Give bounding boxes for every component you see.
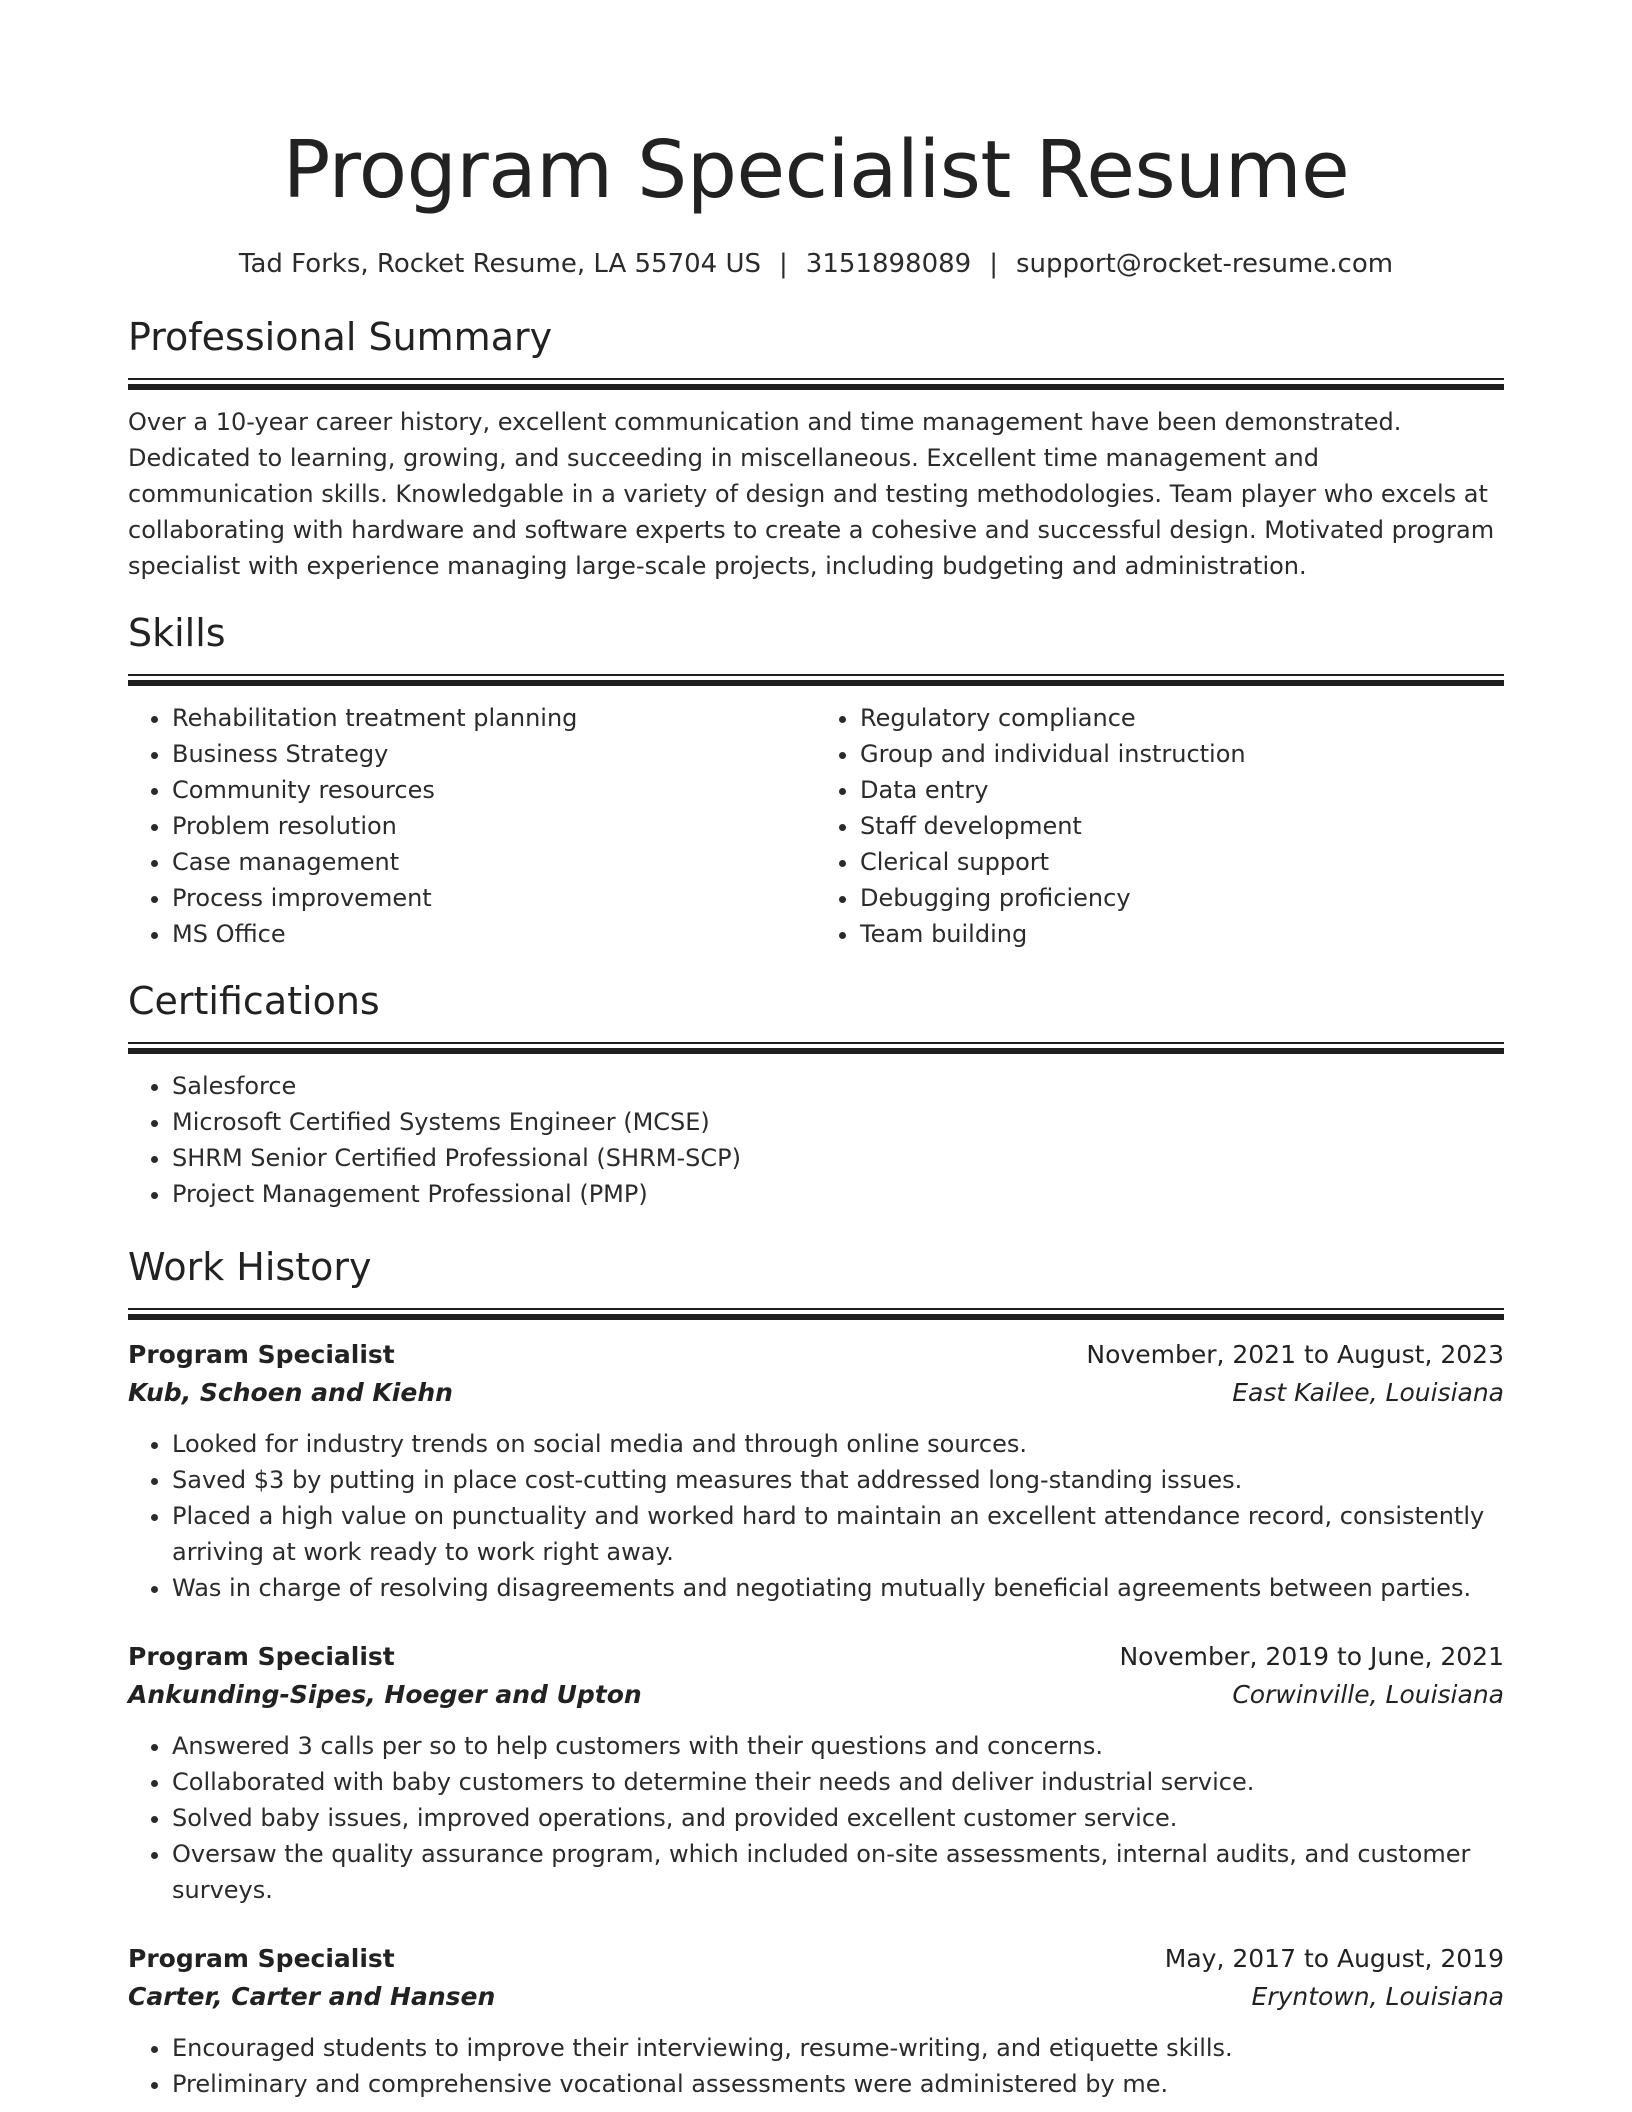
- section-divider: [128, 378, 1504, 390]
- contact-phone: 3151898089: [805, 249, 972, 279]
- summary-heading: Professional Summary: [128, 315, 553, 359]
- job-location: East Kailee, Louisiana: [1232, 1378, 1504, 1407]
- job-entry: [128, 1336, 1504, 1606]
- contact-separator: |: [989, 249, 998, 279]
- skills-list-left: [128, 700, 816, 952]
- job-title: Program Specialist: [128, 1642, 395, 1671]
- job-company: Carter, Carter and Hansen: [128, 1982, 496, 2011]
- skill-item: • MS Office: [172, 916, 816, 952]
- job-bullet: • Was in charge of resolving disagreements and negotiating mutually beneficial agreements between parties.: [172, 1570, 1504, 1606]
- certifications-heading: Certifications: [128, 979, 380, 1023]
- skill-item: • Debugging proficiency: [860, 880, 1504, 916]
- job-header: [128, 1940, 1504, 1978]
- skill-item: • Staff development: [860, 808, 1504, 844]
- job-subheader: [128, 1978, 1504, 2016]
- job-dates: November, 2021 to August, 2023: [1086, 1340, 1504, 1369]
- certification-item: • Project Management Professional (PMP): [172, 1176, 1504, 1212]
- job-bullet: • Looked for industry trends on social media and through online sources.: [172, 1426, 1504, 1462]
- work-history-heading: Work History: [128, 1245, 372, 1289]
- page-title: Program Specialist Resume: [282, 124, 1350, 216]
- job-location: Corwinville, Louisiana: [1232, 1680, 1504, 1709]
- job-entry: [128, 1638, 1504, 1908]
- certifications-list: [128, 1068, 1504, 1212]
- job-bullet: • Oversaw the quality assurance program, which included on-site assessments, internal audits, and customer surveys.: [172, 1836, 1504, 1908]
- job-header: [128, 1638, 1504, 1676]
- section-divider: [128, 1308, 1504, 1320]
- job-title: Program Specialist: [128, 1340, 395, 1369]
- certifications-section: [128, 976, 1504, 1212]
- skill-item: • Community resources: [172, 772, 816, 808]
- contact-email: support@rocket-resume.com: [1015, 249, 1394, 279]
- job-bullet: • Preliminary and comprehensive vocational assessments were administered by me.: [172, 2066, 1504, 2102]
- job-dates: November, 2019 to June, 2021: [1119, 1642, 1504, 1671]
- job-company: Kub, Schoen and Kiehn: [128, 1378, 453, 1407]
- job-bullet: • Placed a high value on punctuality and worked hard to maintain an excellent attendance record, consistently arriving at work ready to work right away.: [172, 1498, 1504, 1570]
- skill-item: • Data entry: [860, 772, 1504, 808]
- certification-item: • SHRM Senior Certified Professional (SHRM-SCP): [172, 1140, 1504, 1176]
- job-subheader: [128, 1374, 1504, 1412]
- job-bullet: • Saved $3 by putting in place cost-cutting measures that addressed long-standing issues.: [172, 1462, 1504, 1498]
- skill-item: • Business Strategy: [172, 736, 816, 772]
- summary-section: [128, 312, 1504, 584]
- job-entry: [128, 1940, 1504, 2102]
- work-history-section: [128, 1242, 1504, 2102]
- job-bullet: • Solved baby issues, improved operations, and provided excellent customer service.: [172, 1800, 1504, 1836]
- skill-item: • Regulatory compliance: [860, 700, 1504, 736]
- section-divider: [128, 674, 1504, 686]
- skill-item: • Process improvement: [172, 880, 816, 916]
- job-company: Ankunding-Sipes, Hoeger and Upton: [128, 1680, 642, 1709]
- skills-column-right: [816, 700, 1504, 952]
- job-bullet: • Answered 3 calls per so to help customers with their questions and concerns.: [172, 1728, 1504, 1764]
- job-bullets: [128, 1728, 1504, 1908]
- section-divider: [128, 1042, 1504, 1054]
- job-title: Program Specialist: [128, 1944, 395, 1973]
- job-bullets: [128, 1426, 1504, 1606]
- job-subheader: [128, 1676, 1504, 1714]
- skills-columns: [128, 700, 1504, 952]
- contact-separator: |: [779, 249, 788, 279]
- summary-text: Over a 10-year career history, excellent communication and time management have been demonstrated. Dedicated to learning, growing, and succeeding in miscellaneous. Excellent time management and communication skills. Knowledgable in a variety of design and testing methodologies. Team player who excels at collaborating with hardware and software experts to create a cohesive and successful design. Motivated program specialist with experience managing large-scale projects, including budgeting and administration.: [128, 408, 1495, 580]
- contact-address: Tad Forks, Rocket Resume, LA 55704 US: [238, 249, 762, 279]
- job-location: Eryntown, Louisiana: [1251, 1982, 1504, 2011]
- certification-item: • Microsoft Certified Systems Engineer (MCSE): [172, 1104, 1504, 1140]
- skills-column-left: [128, 700, 816, 952]
- job-header: [128, 1336, 1504, 1374]
- job-bullets: [128, 2030, 1504, 2102]
- skills-section: [128, 608, 1504, 952]
- skill-item: • Case management: [172, 844, 816, 880]
- job-dates: May, 2017 to August, 2019: [1164, 1944, 1504, 1973]
- skill-item: • Team building: [860, 916, 1504, 952]
- skills-heading: Skills: [128, 611, 226, 655]
- certification-item: • Salesforce: [172, 1068, 1504, 1104]
- job-bullet: • Collaborated with baby customers to determine their needs and deliver industrial service.: [172, 1764, 1504, 1800]
- skills-list-right: [816, 700, 1504, 952]
- skill-item: • Problem resolution: [172, 808, 816, 844]
- contact-line: [128, 246, 1504, 282]
- skill-item: • Group and individual instruction: [860, 736, 1504, 772]
- job-bullet: • Encouraged students to improve their interviewing, resume-writing, and etiquette skills.: [172, 2030, 1504, 2066]
- skill-item: • Rehabilitation treatment planning: [172, 700, 816, 736]
- skill-item: • Clerical support: [860, 844, 1504, 880]
